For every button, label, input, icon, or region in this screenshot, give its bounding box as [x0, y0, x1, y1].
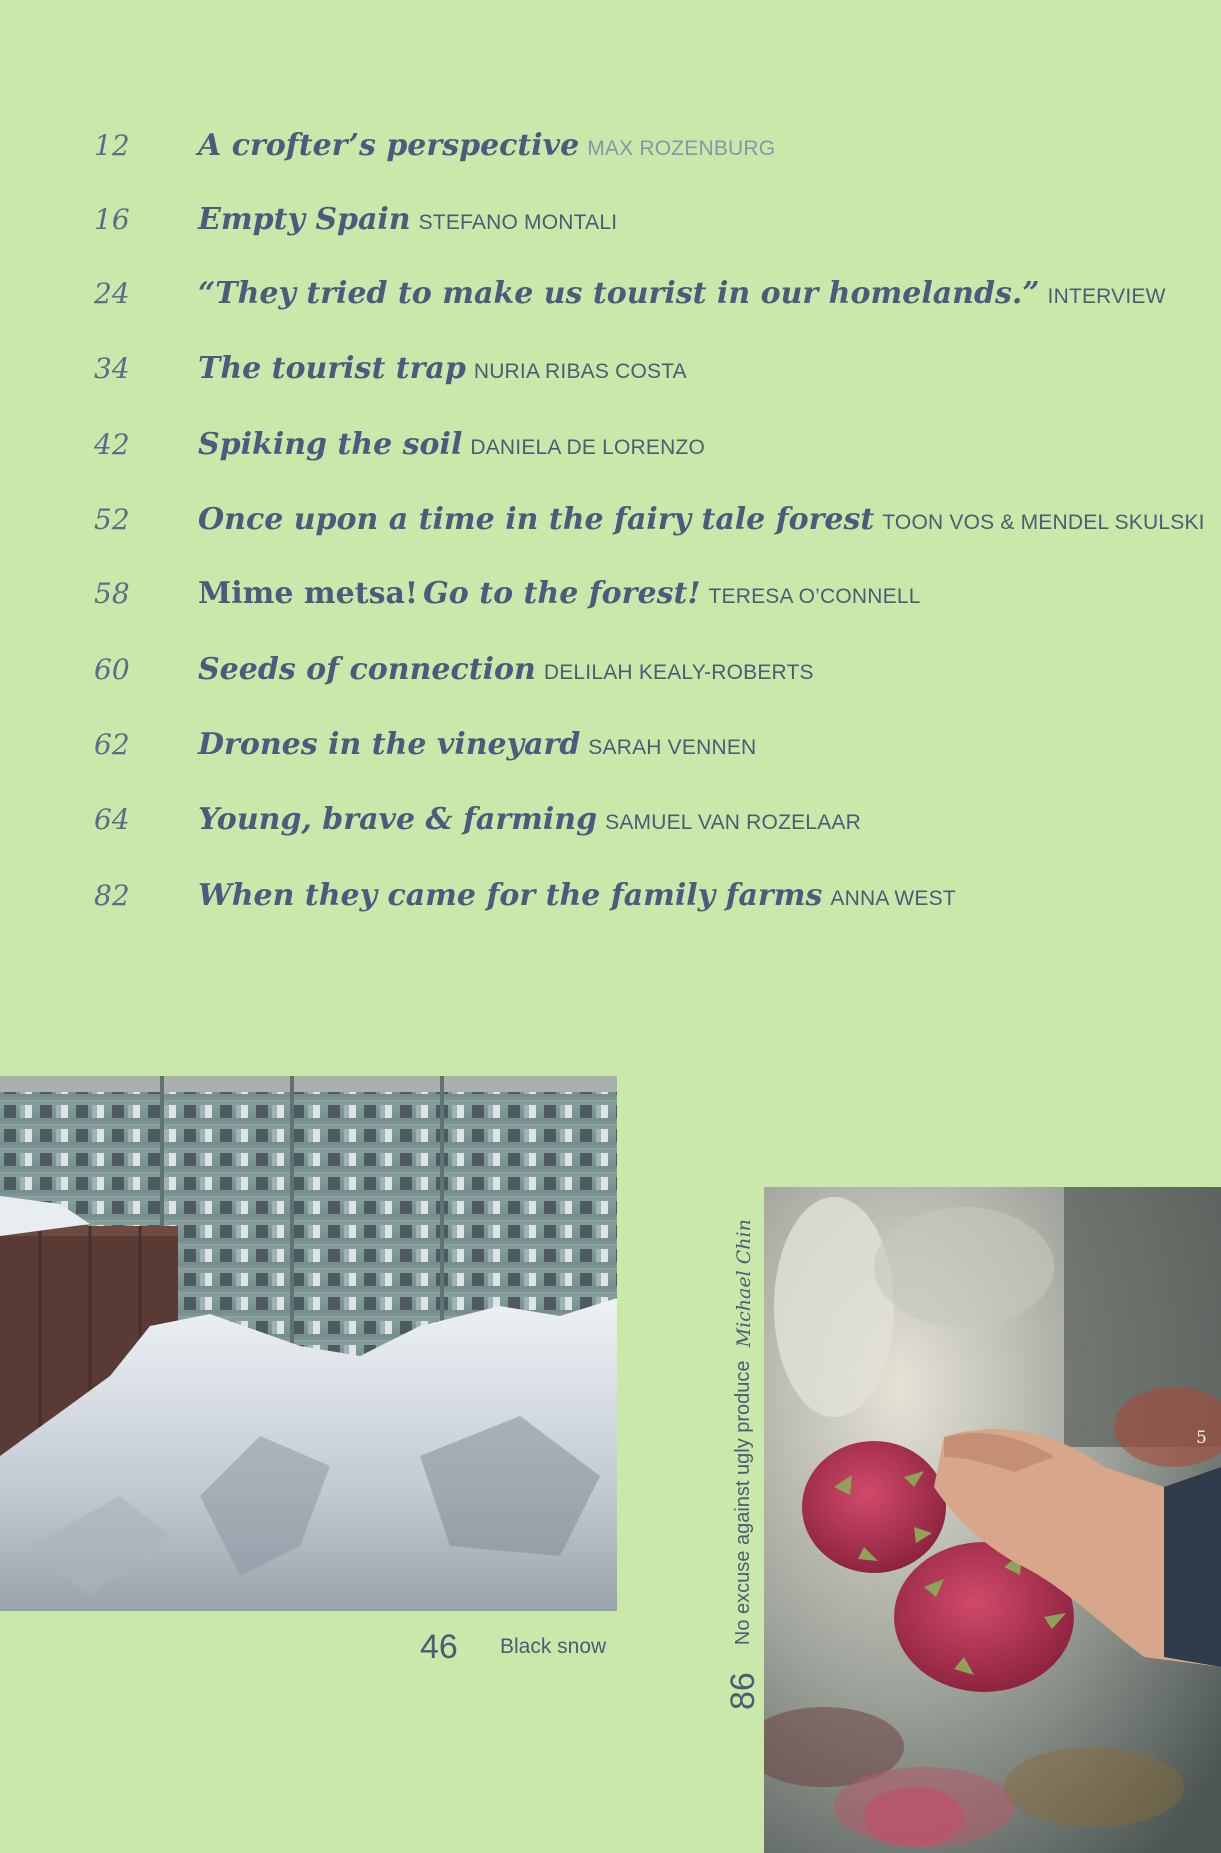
- toc-entry[interactable]: [0, 116, 1221, 176]
- toc-author: STEFANO MONTALI: [418, 211, 618, 234]
- toc-entry[interactable]: [0, 790, 1221, 850]
- toc-author: DANIELA DE LORENZO: [470, 436, 706, 459]
- toc-title: Seeds of connection: [198, 652, 536, 687]
- toc-title: Once upon a time in the fairy tale forest: [198, 502, 875, 537]
- feature-author: Michael Chin: [732, 1219, 755, 1348]
- toc-title: Young, brave & farming: [198, 802, 598, 837]
- toc-author: DELILAH KEALY-ROBERTS: [543, 661, 814, 684]
- dragon-fruit-illustration: [764, 1187, 1221, 1853]
- toc-author: SAMUEL VAN ROZELAAR: [605, 811, 861, 834]
- toc-author: TERESA O’CONNELL: [708, 585, 921, 608]
- toc-page-number: 16: [94, 203, 130, 236]
- toc-title: Drones in the vineyard: [198, 727, 581, 762]
- toc-page-number: 64: [94, 803, 130, 836]
- feature-title: Black snow: [500, 1635, 607, 1658]
- toc-title: Empty Spain: [198, 202, 411, 237]
- toc-author: SARAH VENNEN: [588, 736, 757, 759]
- toc-page-number: 60: [94, 653, 130, 686]
- ugly-produce-caption[interactable]: [724, 1219, 764, 1710]
- apartment-snow-illustration: [0, 1076, 617, 1611]
- toc-title-part: Go to the forest!: [423, 576, 701, 611]
- toc-entry[interactable]: [0, 564, 1221, 624]
- toc-entry[interactable]: [0, 490, 1221, 550]
- toc-author: TOON VOS & MENDEL SKULSKI: [882, 511, 1205, 534]
- toc-page-number: 62: [94, 728, 130, 761]
- toc-author: NURIA RIBAS COSTA: [473, 360, 687, 383]
- toc-title: Spiking the soil: [198, 427, 463, 462]
- toc-page-number: 24: [94, 277, 130, 310]
- toc-title: “They tried to make us tourist in our homelands.”: [198, 276, 1040, 311]
- feature-page-number: 46: [420, 1628, 458, 1666]
- toc-author: INTERVIEW: [1047, 285, 1166, 308]
- toc-page-number: 52: [94, 503, 130, 536]
- toc-author: MAX ROZENBURG: [587, 137, 776, 160]
- toc-title-part: Mime metsa!: [198, 576, 419, 611]
- toc-title: The tourist trap: [198, 351, 466, 386]
- toc-title: When they came for the family farms: [198, 878, 823, 913]
- dragon-fruit-photo[interactable]: [764, 1187, 1221, 1853]
- toc-page-number: 34: [94, 352, 130, 385]
- toc-entry[interactable]: [0, 866, 1221, 926]
- toc-entry[interactable]: [0, 264, 1221, 324]
- toc-page-number: 82: [94, 879, 130, 912]
- feature-title: No excuse against ugly produce: [732, 1360, 754, 1646]
- toc-page-number: 12: [94, 129, 130, 162]
- toc-entry[interactable]: [0, 715, 1221, 775]
- toc-title: A crofter’s perspective: [198, 128, 580, 163]
- toc-author: ANNA WEST: [830, 887, 956, 910]
- toc-page-number: 42: [94, 428, 130, 461]
- toc-entry[interactable]: [0, 339, 1221, 399]
- feature-page-number: 86: [724, 1672, 762, 1710]
- page-folio: 5: [1196, 1428, 1207, 1448]
- black-snow-photo[interactable]: [0, 1076, 617, 1611]
- toc-entry[interactable]: [0, 190, 1221, 250]
- toc-entry[interactable]: [0, 640, 1221, 700]
- toc-entry[interactable]: [0, 415, 1221, 475]
- toc-page-number: 58: [94, 577, 130, 610]
